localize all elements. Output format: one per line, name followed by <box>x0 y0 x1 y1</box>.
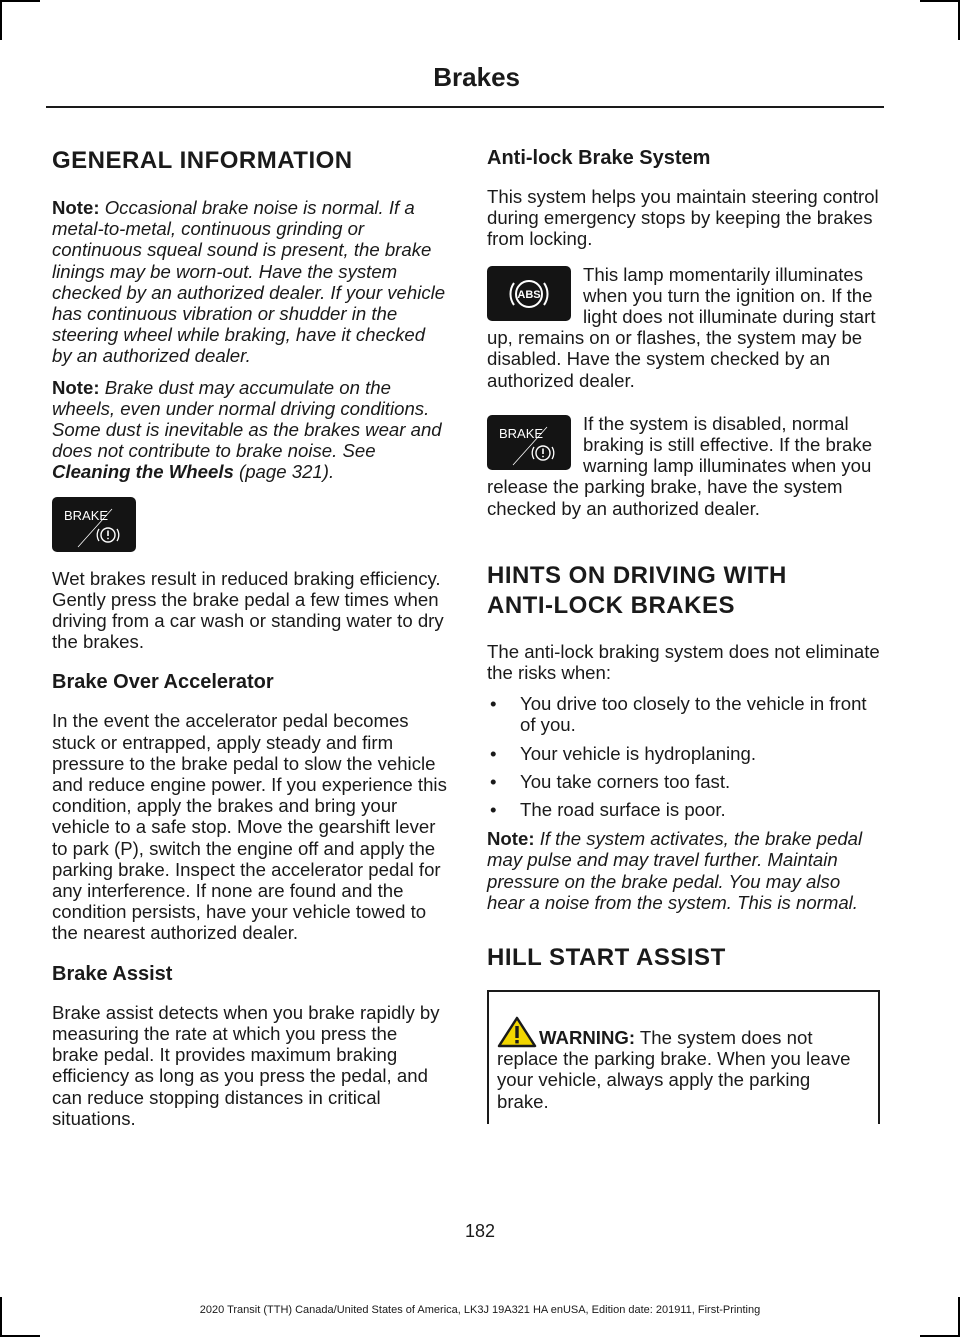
brake-over-accelerator-text: In the event the accelerator pedal becomes stuck or entrapped, apply steady and firm pressure to the brake pedal to slow the vehicle and reduce engine power. If you experience this condition, apply the brakes and bring your vehicle to a safe stop. Move the gearshift lever to park (P), switch the engine off and apply the parking brake. Inspect the accelerator pedal for any interference. If none are found and the condition persists, have your vehicle towed to the nearest authorized dealer. <box>52 710 447 944</box>
note-text: Brake dust may accumulate on the wheels, even under normal driving conditions. Some dust is inevitable as the brakes wear and does not contribute to brake noise. See <box>52 376 442 462</box>
hints-heading-line-2: ANTI-LOCK BRAKES <box>487 591 735 619</box>
abs-lamp-block <box>487 264 880 401</box>
risk-list <box>487 693 880 820</box>
page-reference: (page 321). <box>239 461 335 483</box>
brake-over-accelerator-heading: Brake Over Accelerator <box>52 671 274 694</box>
hints-heading-line-1: HINTS ON DRIVING WITH <box>487 561 787 589</box>
crop-mark <box>0 0 2 40</box>
note-text: If the system activates, the brake pedal may pulse and may travel further. Maintain pressure on the brake pedal. You may also hear a noise from the system. This is normal. <box>487 828 863 913</box>
note-label: Note: <box>52 197 100 218</box>
wet-brakes-text: Wet brakes result in reduced braking efficiency. Gently press the brake pedal a few times when driving from a car wash or standing water to dry the brakes. <box>52 567 444 653</box>
crop-mark <box>0 0 40 2</box>
crop-mark <box>920 0 960 2</box>
page-title: Brakes <box>433 62 520 92</box>
list-item <box>487 743 880 764</box>
hints-intro-text: The anti-lock braking system does not eliminate the risks when: <box>487 640 880 684</box>
hints-heading <box>487 561 880 621</box>
bullet: • <box>490 799 497 821</box>
list-item-text: You drive too closely to the vehicle in front of you. <box>520 693 867 736</box>
system-disabled-text: If the system is disabled, normal braking is still effective. If the brake warning lamp illuminates when you release the parking brake, have the system checked by an authorized dealer. <box>487 412 873 519</box>
warning-text: The system does not replace the parking brake. When you leave your vehicle, always apply the parking brake. <box>497 1027 851 1112</box>
abs-lamp-text: This lamp momentarily illuminates when you turn the ignition on. If the light does not illuminate during start up, remains on or flashes, the system may be disabled. Have the system checked by an authorized dealer. <box>487 263 876 391</box>
warning-label: WARNING: <box>539 1027 636 1049</box>
brake-assist-heading: Brake Assist <box>52 962 173 985</box>
crop-mark <box>0 1297 2 1337</box>
general-information-heading: GENERAL INFORMATION <box>52 147 353 174</box>
anti-lock-brake-system-heading: Anti-lock Brake System <box>487 147 711 169</box>
brake-warning-icon <box>52 497 136 552</box>
list-item <box>487 693 880 735</box>
brake-warning-icon <box>487 415 571 470</box>
brake-icon-label: BRAKE <box>499 425 544 441</box>
footer-edition-info: 2020 Transit (TTH) Canada/United States of America, LK3J 19A321 HA enUSA, Edition date: 201911, First-Printing <box>199 1304 761 1316</box>
abs-icon-label: ABS <box>517 288 541 301</box>
warning-triangle-icon <box>497 1016 537 1048</box>
system-disabled-block <box>487 413 880 529</box>
page-number: 182 <box>464 1221 496 1241</box>
list-item-text: Your vehicle is hydroplaning. <box>520 742 757 764</box>
bullet: • <box>490 742 497 764</box>
cleaning-wheels-link[interactable]: Cleaning the Wheels <box>52 461 234 483</box>
warning-box <box>487 990 880 1124</box>
left-column <box>52 146 448 1139</box>
warning-text-block <box>497 1016 866 1112</box>
note-label: Note: <box>52 376 100 398</box>
note-text: Occasional brake noise is normal. If a metal-to-metal, continuous grinding or continuous squeal sound is present, the brake linings may be worn-out. Have the system checked by an authorized dealer. If your vehicle has continuous vibration or shudder in the steering wheel while braking, have it checked by an authorized dealer. <box>52 197 446 367</box>
note-label: Note: <box>487 828 535 850</box>
note-abs-activation <box>487 828 880 913</box>
bullet: • <box>490 770 497 792</box>
note-brake-noise <box>52 197 448 367</box>
list-item-text: The road surface is poor. <box>520 799 726 821</box>
bullet: • <box>490 693 497 715</box>
right-column <box>487 146 880 1124</box>
list-item <box>487 771 880 792</box>
abs-intro-text: This system helps you maintain steering control during emergency stops by keeping the brakes from locking. <box>487 186 879 250</box>
header-divider <box>46 106 884 108</box>
list-item-text: You take corners too fast. <box>520 770 731 792</box>
hill-start-assist-heading: HILL START ASSIST <box>487 944 726 972</box>
note-brake-dust <box>52 377 448 483</box>
brake-assist-text: Brake assist detects when you brake rapidly by measuring the rate at which you press the brake pedal. It provides maximum braking efficiency as long as you press the pedal, and can reduce stopping distances in critical situations. <box>52 1001 440 1129</box>
list-item <box>487 799 880 820</box>
abs-warning-icon <box>487 266 571 321</box>
brake-icon-label: BRAKE <box>64 507 109 523</box>
